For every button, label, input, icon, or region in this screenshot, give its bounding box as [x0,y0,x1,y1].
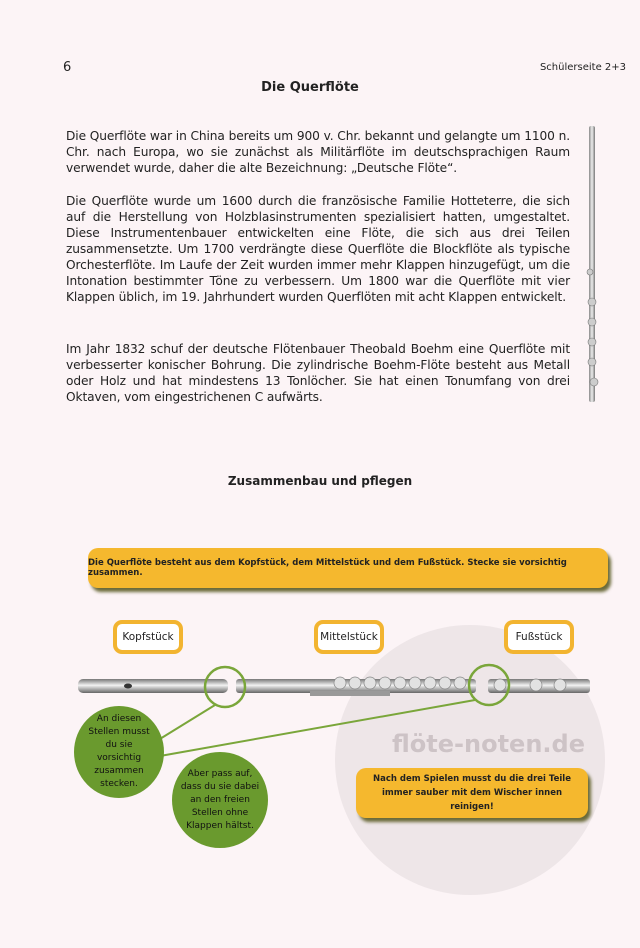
tip-bubble-2 [172,752,268,848]
paragraph-2: Die Querflöte wurde um 1600 durch die französische Familie Hotteterre, die sich auf die Herstellung von Holzblasinstrumenten spezialisiert hatten, umgestaltet. Diese Instrumentenbauer entwickelten eine Flöte, die sich aus drei Teilen zusammensetzte. Um 1700 verdrängte diese Querflöte die Blockflöte als typische Orchesterflöte. Im Laufe der Zeit wurden immer mehr Klappen hinzugefügt, um die Intonation bestimmter Töne zu verbessern. Um 1800 war die Querflöte mit vier Klappen üblich, im 19. Jahrhundert wurden Querflöten mit acht Klappen entwickelt. [66,194,570,304]
tip-bubble-2-text: Aber pass auf, dass du sie dabei an den freien Stellen ohne Klappen hältst. [180,768,260,831]
cleaning-note-text: Nach dem Spielen musst du die drei Teile immer sauber mit dem Wischer innen reinigen! [373,774,571,812]
tip-bubble-1-text: An diesen Stellen musst du sie vorsichtig zusammen stecken. [88,714,150,789]
section-title: Zusammenbau und pflegen [227,474,413,488]
label-kopfstueck: Kopfstück [113,620,183,654]
page-number: 6 [63,60,72,75]
paragraph-1: Die Querflöte war in China bereits um 900 v. Chr. bekannt und gelangte um 1100 n. Chr. nach Europa, wo sie zunächst als Militärflöte im deutschsprachigen Raum verwendet wurde, daher die alte Bezeichnung: „Deutsche Flöte“. [66,129,570,175]
label-mittelstueck: Mittelstück [314,620,384,654]
cleaning-note [356,768,588,818]
tip-bubble-1 [74,706,164,798]
side-label: Schülerseite 2+3 [539,62,626,73]
instruction-banner: Die Querflöte besteht aus dem Kopfstück, dem Mittelstück und dem Fußstück. Stecke sie vorsichtig zusammen. [88,548,608,588]
watermark-text: flöte-noten.de [392,730,585,758]
vertical-flute-image [580,122,604,404]
label-fussstueck: Fußstück [504,620,574,654]
page-title: Die Querflöte [261,80,359,95]
paragraph-3: Im Jahr 1832 schuf der deutsche Flötenbauer Theobald Boehm eine Querflöte mit verbesserter konischer Bohrung. Die zylindrische Boehm-Flöte besteht aus Metall oder Holz und hat mindestens 13 Tonlöcher. Sie hat einen Tonumfang von drei Oktaven, vom eingestrichenen C aufwärts. [66,342,570,404]
